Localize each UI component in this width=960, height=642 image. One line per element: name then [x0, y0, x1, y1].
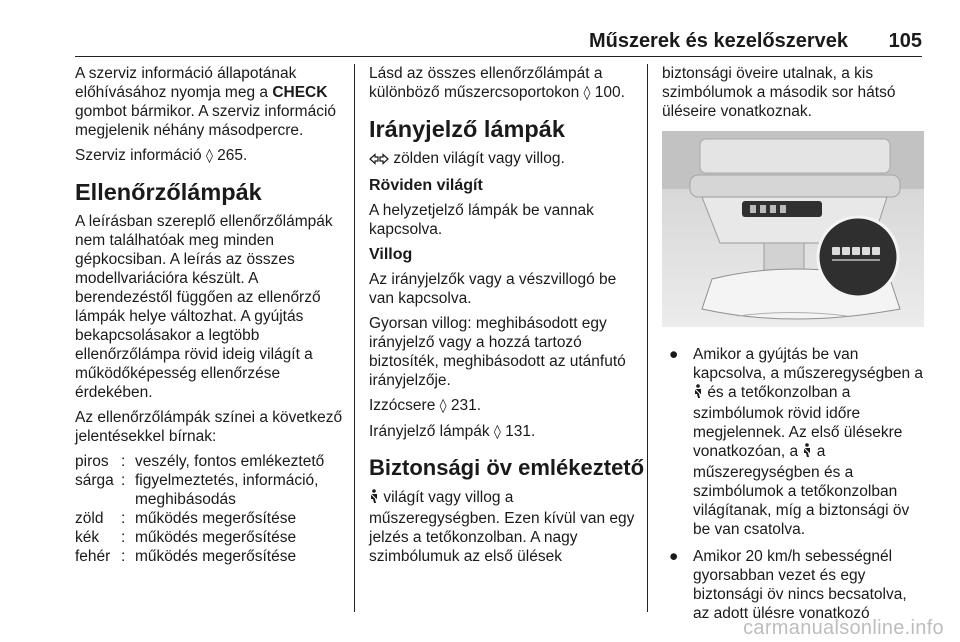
header-divider [75, 56, 922, 57]
table-row: kék : működés megerősítése [75, 529, 297, 546]
turn-signal-description: zölden világít vagy villog. [369, 149, 639, 170]
table-row: sárga : figyelmeztetés, információ, meghibásodás [75, 472, 319, 508]
bulb-replacement-reference: Izzócsere ◊ 231. [369, 397, 482, 414]
blinking-text-1: Az irányjelzők vagy a vészvillogó be van kapcsolva. [369, 271, 617, 307]
seatbelt-continuation-text: biztonsági öveire utalnak, a kis szimbólumok a második sor hátsó üléseire vonatkoznak. [662, 65, 896, 120]
bullet-marker: ● [669, 346, 679, 363]
section-heading-turn-signals: Irányjelző lámpák [369, 116, 565, 142]
column-1 [75, 64, 345, 566]
reference-arrow-icon: ◊ [439, 398, 447, 414]
column-divider-1 [354, 64, 355, 612]
seatbelt-reminder-text: világít vagy villog a műszeregységben. Ezen kívül van egy jelzés a tetőkonzolban. A nagy szimbólumuk az első ülések [369, 489, 635, 565]
seatbelt-icon [369, 489, 379, 509]
bullet-marker: ● [669, 548, 679, 565]
table-row: piros : veszély, fontos emlékeztető [75, 453, 325, 470]
page-number: 105 [888, 30, 922, 52]
column-2 [369, 64, 645, 572]
color-meaning-table [75, 452, 345, 566]
chapter-title: Műszerek és kezelőszervek [588, 30, 848, 52]
page-link[interactable]: 100. [594, 84, 625, 101]
page-link[interactable]: 131. [505, 423, 536, 440]
list-item: ● Amikor 20 km/h sebességnél gyorsabban vezet és egy biztonsági öv nincs becsatolva, az adott ülésre vonatkozó [669, 548, 907, 622]
column-divider-2 [647, 64, 648, 612]
column-3 [662, 64, 924, 631]
warning-lights-intro: A leírásban szereplő ellenőrzőlámpák nem találhatóak meg minden gépkocsiban. A leírás az összes modellvariációra készült. A berendezéstől függően az ellenőrző lámpák helye változhat. A gyújtás bekapcsolásakor a legtöbb ellenőrzőlámpa rövid ideig világít a működőképesség ellenőrzése érdekében. [75, 213, 333, 401]
page-link[interactable]: 231. [450, 397, 482, 414]
subheading-short-light: Röviden világít [369, 177, 483, 194]
seatbelt-bullet-list [662, 345, 924, 623]
blinking-text-2: Gyorsan villog: meghibásodott egy irányjelző vagy a hozzá tartozó biztosíték, meghibásodott az utánfutó irányjelzője. [369, 315, 626, 389]
watermark: carmanualsonline.info [743, 617, 944, 639]
turn-signal-icon [369, 151, 389, 170]
page-header [0, 0, 960, 56]
table-row: fehér : működés megerősítése [75, 548, 297, 565]
reference-arrow-icon: ◊ [205, 148, 213, 164]
seatbelt-icon [802, 443, 812, 463]
instrument-cluster-reference: Lásd az összes ellenőrzőlámpát a különböző műszercsoportokon ◊ 100. [369, 65, 625, 101]
service-info-reference: Szerviz információ ◊ 265. [75, 147, 248, 164]
turn-signal-reference: Irányjelző lámpák ◊ 131. [369, 423, 536, 440]
reference-arrow-icon: ◊ [583, 85, 591, 101]
table-row: zöld : működés megerősítése [75, 510, 297, 527]
overhead-console-figure [662, 131, 924, 327]
list-item: ● Amikor a gyújtás be van kapcsolva, a műszeregységben a és a tetőkonzolban a szimbólumok rövid időre megjelennek. Az első ülésekre vonatkozóan, a a műszeregységben és a szimbólumok a tetőkonzolban világítanak, míg a biztonsági öv be van csatolva. [669, 346, 924, 538]
colors-intro: Az ellenőrzőlámpák színei a következő jelentésekkel bírnak: [75, 409, 343, 445]
seatbelt-icon [693, 384, 703, 404]
check-button-label: CHECK [272, 84, 328, 101]
section-heading-warning-lights: Ellenőrzőlámpák [75, 179, 262, 205]
subheading-blinking: Villog [369, 246, 413, 263]
short-light-text: A helyzetjelző lámpák be vannak kapcsolva. [369, 202, 594, 238]
reference-arrow-icon: ◊ [493, 424, 501, 440]
service-info-paragraph: A szerviz információ állapotának előhívásához nyomja meg a CHECK gombot bármikor. A szerviz információ megjelenik néhány másodpercre. [75, 65, 337, 139]
page-link[interactable]: 265. [217, 147, 248, 164]
section-heading-seatbelt-reminder: Biztonsági öv emlékeztető [369, 455, 645, 480]
